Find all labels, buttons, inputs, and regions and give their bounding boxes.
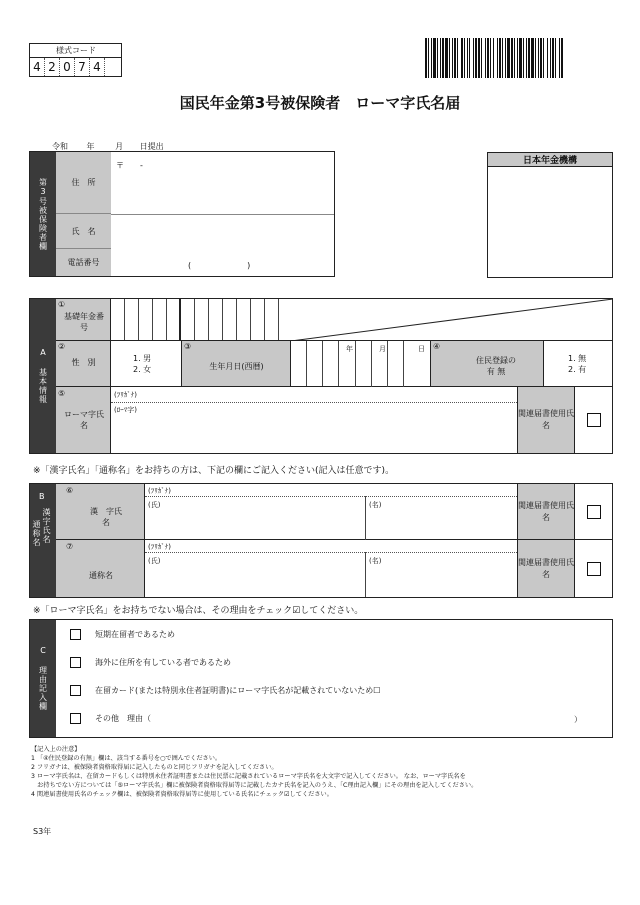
form-code-label: 様式コード (30, 44, 122, 58)
instruction-item: 1 「④住民登録の有無」欄は、該当する番号を○で囲んでください。 (31, 755, 222, 762)
form-code-digit: 4 (90, 58, 105, 76)
reason-item: 在留カード(または特別永住者証明書)にローマ字氏名が記載されていないため☐ (70, 685, 380, 696)
phone-field[interactable]: ( ) (188, 261, 251, 270)
form-code-box (29, 43, 122, 77)
section-b-side-label: B 漢字氏名 通称名 (30, 484, 56, 597)
agency-box (487, 152, 613, 278)
alias-name-label: ⑦ 通称名 (56, 540, 145, 597)
section-b (29, 483, 613, 598)
basic-pension-number-input[interactable] (111, 299, 291, 341)
dob-input[interactable]: 年 月 日 (291, 341, 431, 387)
instruction-item: 3 ローマ字氏名は、在留カードもしくは特別永住者証明書または住民票に記載されているローマ字氏名を大文字で記入してください。 なお、ローマ字氏名を (31, 773, 466, 780)
instruction-item: お持ちでない方については「⑤ローマ字氏名」欄に被保険者資格取得届等に記載したカナ氏名を記入のうえ、「C理由記入欄」にその理由を記入してください。 (31, 782, 478, 789)
instructions (31, 745, 631, 799)
kanji-surname-label: (氏) (148, 501, 161, 509)
other-reason-input[interactable] (180, 710, 570, 726)
insured-side-label: 第3号被保険者欄 (30, 152, 56, 276)
alias-related-label: 関連届書使用氏名 (517, 540, 575, 597)
reason-checkbox[interactable] (70, 713, 81, 724)
residence-registration-label: ④ 住民登録の 有 無 (431, 341, 544, 387)
other-reason-close: ） (574, 715, 582, 724)
related-name-label: 関連届書使用氏名 (517, 387, 575, 453)
submission-month: 月 (115, 142, 124, 151)
kanji-related-checkbox[interactable] (587, 505, 601, 519)
name-field[interactable] (111, 214, 334, 249)
barcode-image (425, 38, 611, 78)
form-code-digit: 2 (45, 58, 60, 76)
submission-year: 年 (86, 142, 95, 151)
roman-name-input[interactable] (111, 387, 517, 453)
reason-item: 海外に住所を有している者であるため (70, 657, 231, 668)
alias-name-input[interactable]: (ﾌﾘｶﾞﾅ) (氏) (名) (145, 540, 517, 597)
furigana-label: (ﾌﾘｶﾞﾅ) (114, 391, 137, 399)
section-a-side-label: A 基本情報 (30, 299, 56, 453)
reason-checkbox[interactable] (70, 657, 81, 668)
address-field[interactable] (111, 172, 334, 214)
name-label: 氏 名 (56, 214, 111, 249)
submission-day: 日提出 (139, 142, 164, 151)
reason-item: その他 理由（ (70, 713, 151, 724)
phone-label: 電話番号 (56, 249, 111, 276)
instruction-item: 2 フリガナは、被保険者資格取得届に記入したものと同じフリガナを記入してください。 (31, 764, 278, 771)
form-code-digit: 0 (60, 58, 75, 76)
footer-code: S3年 (33, 827, 52, 836)
kanji-given-label: (名) (369, 501, 382, 509)
diagonal-line (291, 299, 613, 341)
alias-related-checkbox[interactable] (587, 562, 601, 576)
sex-label: ② 性 別 (56, 341, 111, 387)
submission-era: 令和 (52, 142, 68, 151)
instruction-item: 4 関連届書使用氏名のチェック欄は、被保険者資格取得届等に使用している氏名にチェック☑してください。 (31, 791, 333, 798)
sex-options[interactable]: 1. 男 2. 女 (111, 341, 182, 387)
address-label: 住 所 (56, 152, 111, 214)
instructions-title: 【記入上の注意】 (31, 746, 81, 753)
note-b: ※「漢字氏名」「通称名」をお持ちの方は、下記の欄にご記入ください(記入は任意です)。 (33, 466, 395, 476)
dob-label: ③ 生年月日(西暦) (182, 341, 291, 387)
related-name-checkbox[interactable] (587, 413, 601, 427)
note-c: ※「ローマ字氏名」をお持ちでない場合は、その理由をチェック☑してください。 (33, 606, 364, 616)
form-code-digit (105, 58, 120, 76)
alias-given-label: (名) (369, 557, 382, 565)
kanji-related-checkbox-area (575, 484, 613, 540)
reason-checkbox[interactable] (70, 685, 81, 696)
related-name-checkbox-area (575, 387, 613, 453)
reason-item: 短期在留者であるため (70, 629, 175, 640)
basic-pension-number-label: ① 基礎年金番号 (56, 299, 111, 341)
form-code-digit: 7 (75, 58, 90, 76)
kanji-name-label: ⑥ 漢 字氏 名 (56, 484, 145, 540)
section-c-side-label: C 理由記入欄 (30, 620, 56, 737)
postal-code-field[interactable]: 〒 - (116, 161, 143, 170)
agency-label: 日本年金機構 (488, 153, 612, 167)
alias-surname-label: (氏) (148, 557, 161, 565)
form-code-digits (30, 58, 122, 76)
kanji-name-input[interactable]: (ﾌﾘｶﾞﾅ) (氏) (名) (145, 484, 517, 540)
roman-small-label: (ﾛｰﾏ字) (114, 406, 137, 414)
alias-related-checkbox-area (575, 540, 613, 597)
insured-section (29, 151, 335, 277)
form-code-digit: 4 (30, 58, 45, 76)
section-a (29, 298, 613, 454)
page-title: 国民年金第3号被保険者 ローマ字氏名届 (179, 94, 461, 112)
reason-checkbox[interactable] (70, 629, 81, 640)
roman-name-label: ⑤ ローマ字氏 名 (56, 387, 111, 453)
residence-registration-options[interactable]: 1. 無 2. 有 (544, 341, 613, 387)
kanji-related-label: 関連届書使用氏名 (517, 484, 575, 540)
section-c (29, 619, 613, 738)
